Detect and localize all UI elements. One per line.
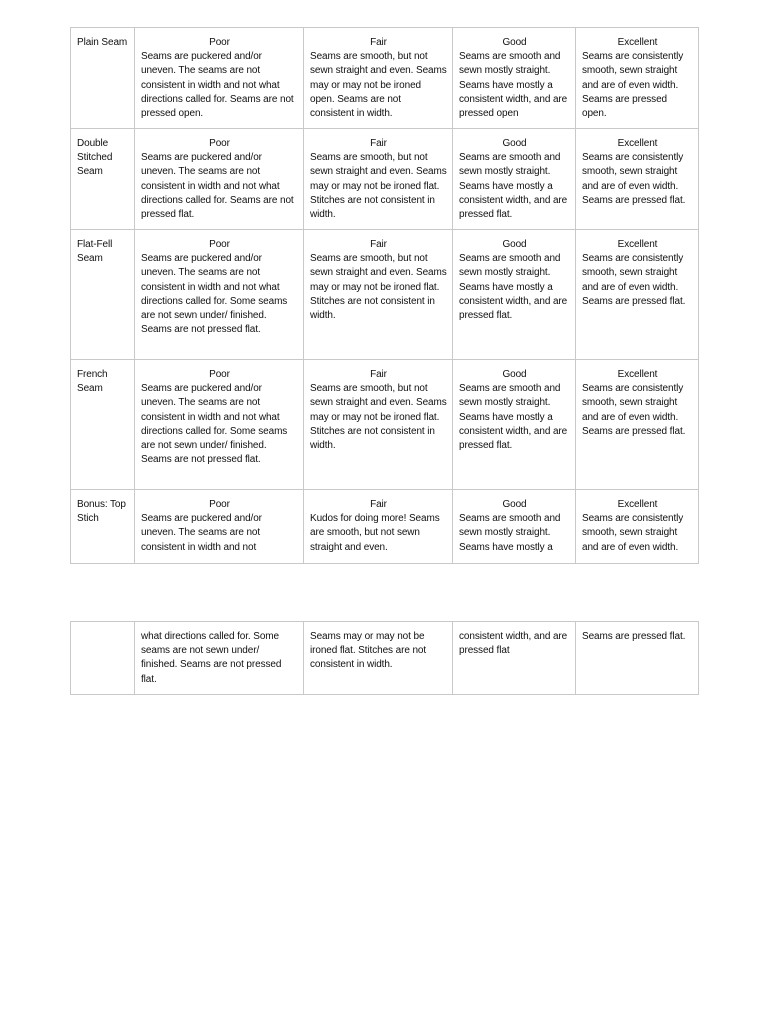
level-label: Fair (370, 37, 387, 48)
criteria-text: Seams are consistently smooth, sewn straight and are of even width. (582, 513, 684, 553)
level-label: Poor (209, 499, 230, 510)
criteria-text: Seams are smooth, but not sewn straight and even. Seams may or may not be ironed flat. Stitches are not consistent in width. (310, 253, 447, 322)
seam-name-cell (71, 622, 135, 695)
poor-cell (135, 360, 304, 490)
excellent-cell (576, 129, 699, 230)
level-label: Good (502, 239, 527, 250)
poor-cell (135, 490, 304, 564)
level-label: Excellent (617, 239, 658, 250)
criteria-text: Seams are smooth and sewn mostly straight. Seams have mostly a consistent width, and are pressed flat. (459, 253, 568, 322)
seam-name-cell (71, 129, 135, 230)
level-label: Good (502, 499, 527, 510)
seam-name-cell (71, 28, 135, 129)
excellent-cell (576, 360, 699, 490)
table-row (71, 129, 699, 230)
seam-name-cell (71, 360, 135, 490)
level-label: Good (502, 369, 527, 380)
excellent-cell (576, 622, 699, 695)
good-cell (453, 230, 576, 360)
rubric-table (70, 27, 699, 564)
seam-name: Double Stitched Seam (77, 138, 113, 178)
level-label: Poor (209, 37, 230, 48)
table-row (71, 360, 699, 490)
excellent-cell (576, 230, 699, 360)
level-label: Fair (370, 499, 387, 510)
criteria-text: what directions called for. Some seams are not sewn under/ finished. Seams are not pressed flat. (141, 631, 282, 685)
level-label: Excellent (617, 369, 658, 380)
level-label: Fair (370, 239, 387, 250)
table-row (71, 490, 699, 564)
excellent-cell (576, 490, 699, 564)
good-cell (453, 28, 576, 129)
criteria-text: Seams are puckered and/or uneven. The seams are not consistent in width and not what directions called for. Seams are not pressed flat. (141, 152, 294, 221)
criteria-text: Seams are smooth and sewn mostly straight. Seams have mostly a consistent width, and are pressed flat. (459, 383, 568, 452)
criteria-text: Seams are smooth, but not sewn straight and even. Seams may or may not be ironed flat. Stitches are not consistent in width. (310, 383, 447, 452)
fair-cell (304, 360, 453, 490)
level-label: Poor (209, 239, 230, 250)
fair-cell (304, 622, 453, 695)
criteria-text: Seams are smooth, but not sewn straight and even. Seams may or may not be ironed flat. Stitches are not consistent in width. (310, 152, 447, 221)
criteria-text: Seams are consistently smooth, sewn straight and are of even width. Seams are pressed open. (582, 51, 684, 120)
poor-cell (135, 622, 304, 695)
poor-cell (135, 129, 304, 230)
fair-cell (304, 490, 453, 564)
table-row (71, 28, 699, 129)
seam-name: Plain Seam (77, 37, 128, 48)
good-cell (453, 490, 576, 564)
level-label: Fair (370, 369, 387, 380)
criteria-text: Seams are smooth and sewn mostly straight. Seams have mostly a consistent width, and are pressed flat. (459, 152, 568, 221)
level-label: Fair (370, 138, 387, 149)
seam-name-cell (71, 230, 135, 360)
table-row (71, 230, 699, 360)
level-label: Excellent (617, 499, 658, 510)
excellent-cell (576, 28, 699, 129)
seam-name: French Seam (77, 369, 108, 395)
criteria-text: Seams are consistently smooth, sewn straight and are of even width. Seams are pressed flat. (582, 152, 686, 206)
criteria-text: Seams are puckered and/or uneven. The seams are not consistent in width and not what directions called for. Seams are not pressed open. (141, 51, 294, 120)
level-label: Poor (209, 369, 230, 380)
criteria-text: consistent width, and are pressed flat (459, 631, 568, 657)
level-label: Poor (209, 138, 230, 149)
good-cell (453, 129, 576, 230)
criteria-text: Seams are puckered and/or uneven. The seams are not consistent in width and not (141, 513, 262, 553)
criteria-text: Seams are pressed flat. (582, 631, 686, 642)
criteria-text: Seams are puckered and/or uneven. The seams are not consistent in width and not what directions called for. Some seams are not sewn under/ finished. Seams are not pressed flat. (141, 383, 288, 466)
level-label: Excellent (617, 37, 658, 48)
seam-name: Flat-Fell Seam (77, 239, 113, 265)
criteria-text: Seams are consistently smooth, sewn straight and are of even width. Seams are pressed flat. (582, 383, 686, 437)
criteria-text: Seams are consistently smooth, sewn straight and are of even width. Seams are pressed flat. (582, 253, 686, 307)
seam-name-cell (71, 490, 135, 564)
level-label: Good (502, 138, 527, 149)
fair-cell (304, 28, 453, 129)
good-cell (453, 622, 576, 695)
criteria-text: Seams are smooth and sewn mostly straight. Seams have mostly a (459, 513, 561, 553)
criteria-text: Seams are smooth, but not sewn straight and even. Seams may or may not be ironed open. Seams are not consistent in width. (310, 51, 447, 120)
level-label: Good (502, 37, 527, 48)
poor-cell (135, 230, 304, 360)
rubric-table-continued (70, 621, 699, 695)
criteria-text: Seams may or may not be ironed flat. Stitches are not consistent in width. (310, 631, 427, 671)
fair-cell (304, 230, 453, 360)
criteria-text: Seams are puckered and/or uneven. The seams are not consistent in width and not what directions called for. Some seams are not sewn under/ finished. Seams are not pressed flat. (141, 253, 288, 336)
poor-cell (135, 28, 304, 129)
criteria-text: Kudos for doing more! Seams are smooth, but not sewn straight and even. (310, 513, 440, 553)
criteria-text: Seams are smooth and sewn mostly straight. Seams have mostly a consistent width, and are pressed open (459, 51, 568, 120)
good-cell (453, 360, 576, 490)
level-label: Excellent (617, 138, 658, 149)
fair-cell (304, 129, 453, 230)
seam-name: Bonus: Top Stich (77, 499, 126, 525)
table-row (71, 622, 699, 695)
